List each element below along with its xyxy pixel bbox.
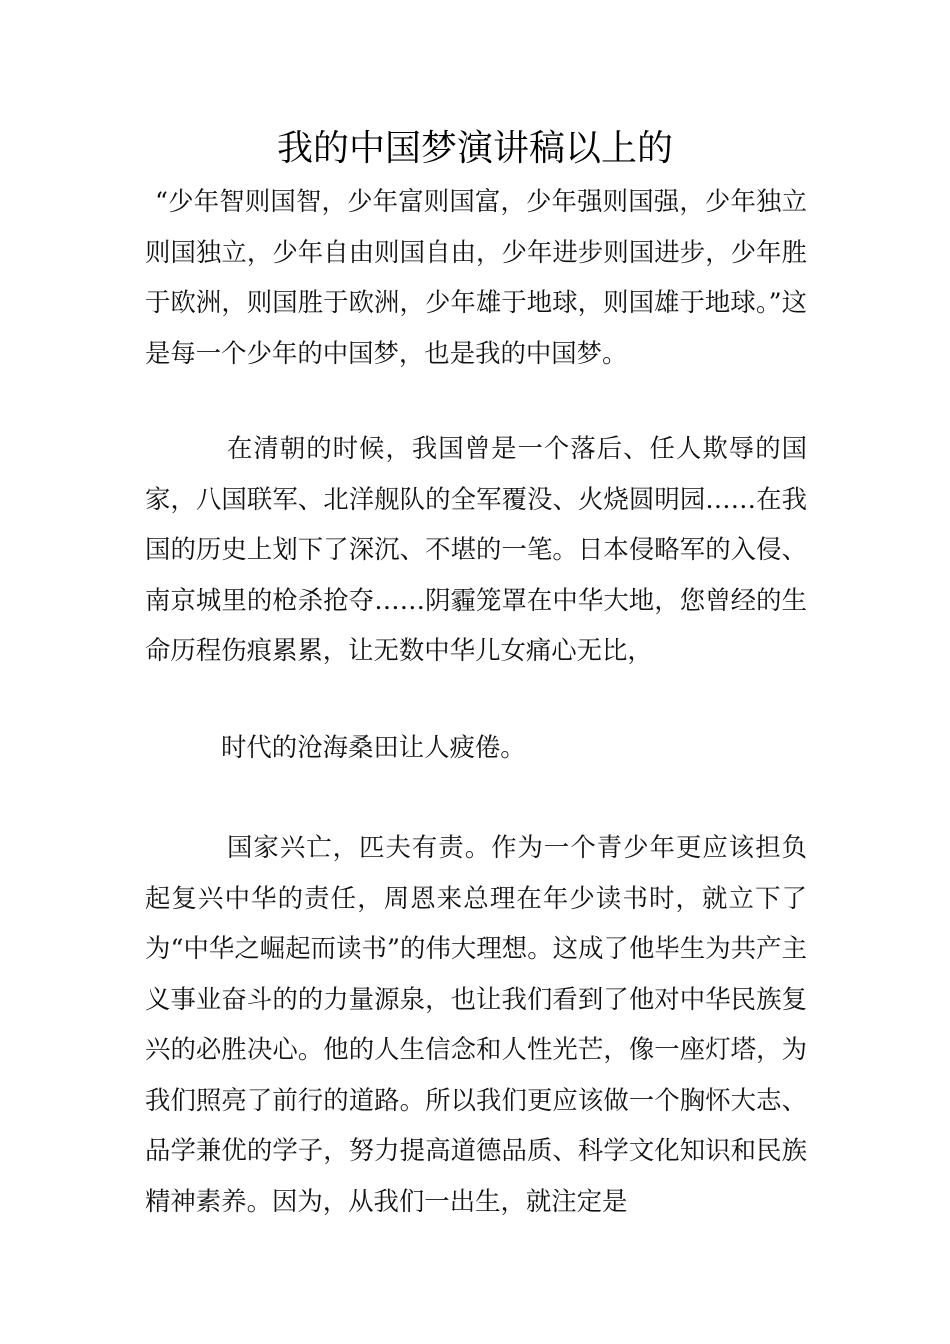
document-title: 我的中国梦演讲稿以上的 — [276, 128, 673, 169]
paragraph-3: 时代的沧海桑田让人疲倦。 — [221, 732, 526, 762]
paragraph-2: 在清朝的时候，我国曾是一个落后、任人欺辱的国家，八国联军、北洋舰队的全军覆没、火烧圆明园……在我国的历史上划下了深沉、不堪的一笔。日本侵略军的入侵、南京城里的枪杀抢夺……阴霾笼罩在中华大地，您曾经的生命历程伤痕累累，让无数中华儿女痛心无比， — [145, 433, 807, 665]
paragraph-4: 国家兴亡，匹夫有责。作为一个青少年更应该担负起复兴中华的责任，周恩来总理在年少读书时，就立下了为“中华之崛起而读书”的伟大理想。这成了他毕生为共产主义事业奋斗的的力量源泉，也让我们看到了他对中华民族复兴的必胜决心。他的人生信念和人性光芒，像一座灯塔，为我们照亮了前行的道路。所以我们更应该做一个胸怀大志、品学兼优的学子，努力提高道德品质、科学文化知识和民族精神素养。因为，从我们一出生，就注定是 — [145, 832, 807, 1216]
paragraph-1: “少年智则国智，少年富则国富，少年强则国强，少年独立则国独立，少年自由则国自由，少年进步则国进步，少年胜于欧洲，则国胜于欧洲，少年雄于地球，则国雄于地球。”这是每一个少年的中国梦，也是我的中国梦。 — [145, 186, 807, 368]
